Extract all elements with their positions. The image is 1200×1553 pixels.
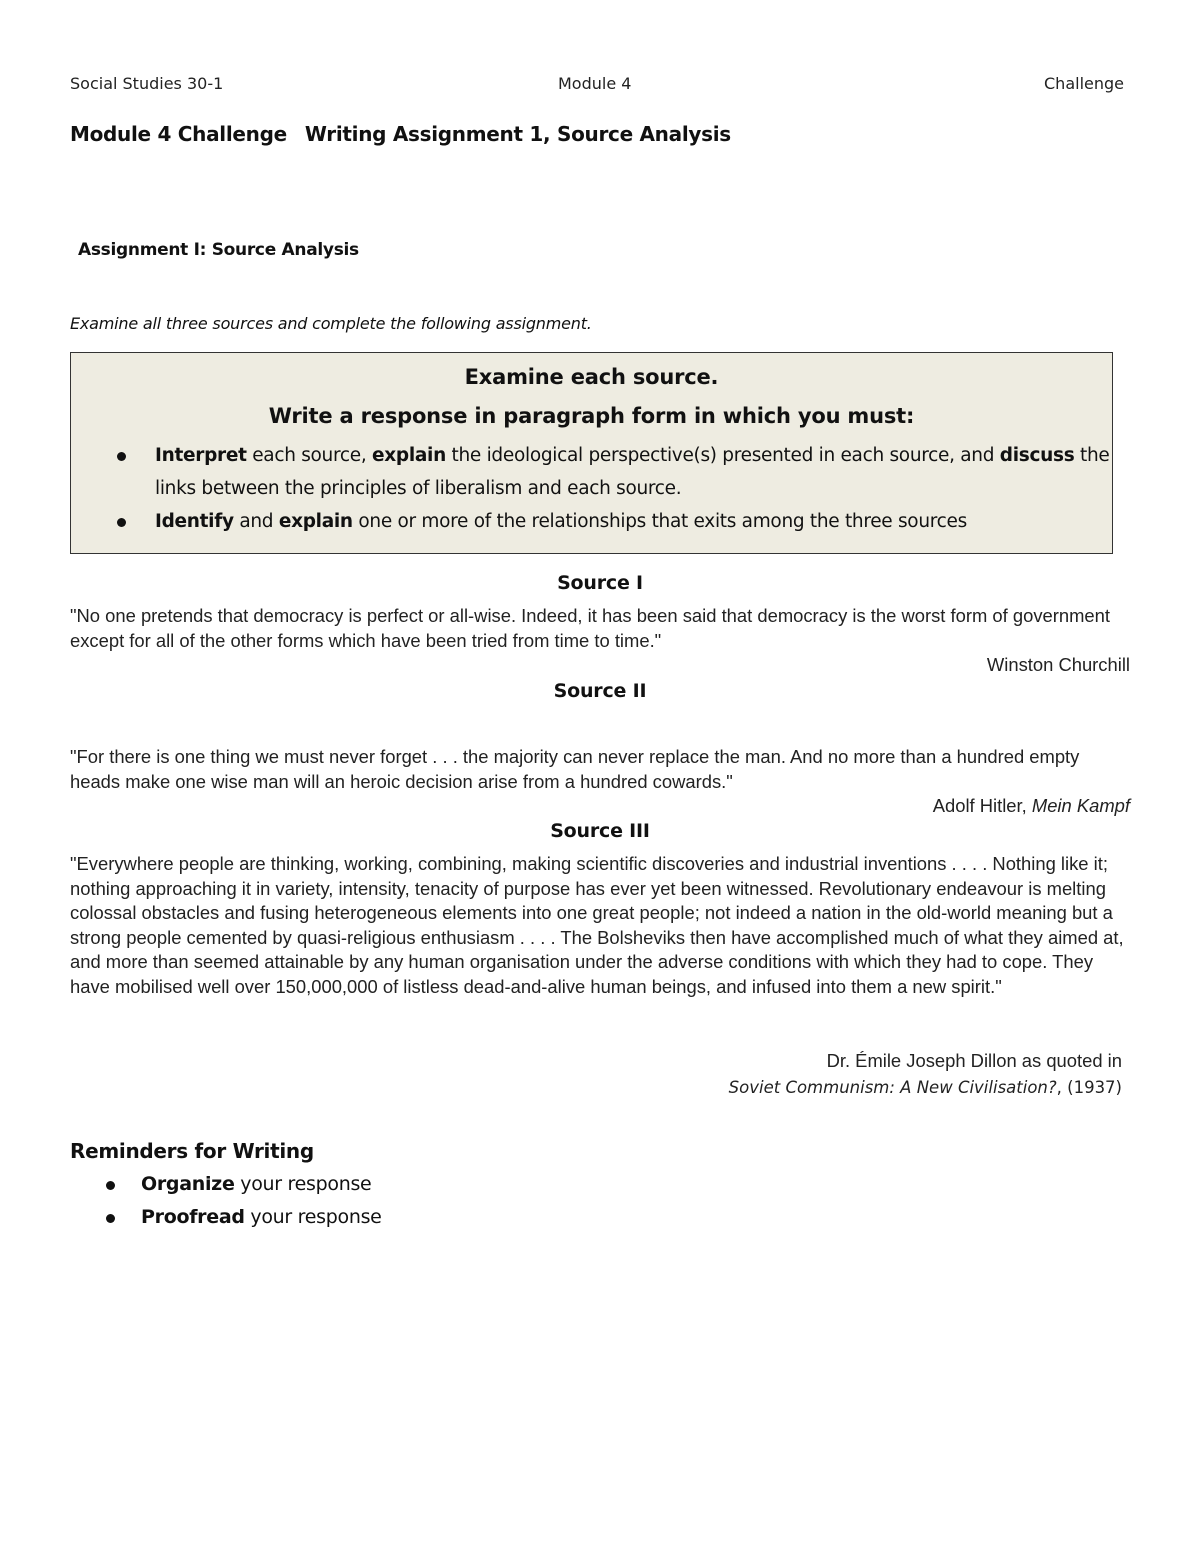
reminder-text: your response: [244, 1206, 382, 1228]
reminder-keyword: Proofread: [141, 1206, 245, 1228]
task-heading: Examine each source.: [464, 365, 719, 389]
source-heading: Source I: [557, 572, 643, 594]
attribution-author: Adolf Hitler,: [932, 795, 1032, 816]
source-quote: "For there is one thing we must never forget . . . the majority can never replace the man. And no more than a hundred empty heads make one wise man will an heroic decision arise from a hundred cowards.": [70, 746, 1080, 792]
bullet-icon: [106, 1214, 115, 1223]
instruction-text: Examine all three sources and complete the following assignment.: [70, 314, 592, 333]
assignment-heading: Assignment I: Source Analysis: [78, 240, 359, 260]
task-text: the links between the principles of liberalism and each source.: [155, 445, 1110, 499]
reminder-keyword: Organize: [141, 1173, 235, 1195]
document-title: [70, 122, 731, 146]
task-text: one or more of the relationships that exits among the three sources: [352, 511, 967, 532]
citation-work: Soviet Communism: A New Civilisation?: [728, 1078, 1057, 1097]
task-item: [71, 505, 1115, 538]
task-keyword: discuss: [999, 445, 1075, 466]
reminder-item: [70, 1168, 382, 1201]
task-text: the ideological perspective(s) presented in each source, and: [445, 445, 1000, 466]
task-keyword: Interpret: [155, 445, 247, 466]
source-quote: "Everywhere people are thinking, working, combining, making scientific discoveries and industrial inventions . . . . Nothing like it; nothing approaching it in variety, intensity, tenacity of purpose has ever yet been witnessed. Revolutionary endeavour is melting colossal obstacles and fusing heterogeneous elements into one great people; not indeed a nation in the old-world meaning but a strong people cemented by quasi-religious enthusiasm . . . . The Bolsheviks then have accomplished much of what they aimed at, and more than seemed attainable by any human organisation under the adverse conditions with which they had to cope. They have mobilised well over 150,000,000 of listless dead-and-alive human beings, and infused into them a new spirit.": [70, 853, 1124, 997]
citation-year: , (1937): [1056, 1078, 1122, 1097]
title-module: Module 4 Challenge: [70, 122, 287, 146]
header-module: Module 4: [558, 74, 632, 93]
reminders-list: [70, 1168, 382, 1234]
source-citation: [729, 1078, 1122, 1097]
reminders-title: Reminders for Writing: [70, 1139, 314, 1163]
title-assignment: Writing Assignment 1, Source Analysis: [304, 122, 731, 146]
header-section: Challenge: [1044, 74, 1124, 93]
header-course: Social Studies 30-1: [70, 74, 224, 93]
attribution-work: Mein Kampf: [1031, 795, 1130, 816]
task-keyword: explain: [372, 445, 446, 466]
source-heading: Source III: [550, 820, 650, 842]
source-attribution: [933, 795, 1130, 817]
bullet-icon: [106, 1181, 115, 1190]
reminder-item: [70, 1201, 382, 1234]
reminder-text: your response: [234, 1173, 372, 1195]
source-attribution: Dr. Émile Joseph Dillon as quoted in: [826, 1050, 1122, 1071]
task-text: and: [233, 511, 279, 532]
task-box: [70, 352, 1113, 554]
task-list: [71, 439, 1115, 538]
task-subheading: Write a response in paragraph form in which you must:: [268, 404, 915, 428]
task-keyword: explain: [278, 511, 353, 532]
task-text: each source,: [246, 445, 372, 466]
source-heading: Source II: [553, 680, 647, 702]
bullet-icon: [117, 452, 126, 461]
task-keyword: Identify: [155, 511, 234, 532]
source-attribution: Winston Churchill: [986, 654, 1130, 675]
task-item: [71, 439, 1115, 505]
bullet-icon: [117, 518, 126, 527]
source-quote: "No one pretends that democracy is perfect or all-wise. Indeed, it has been said that democracy is the worst form of government except for all of the other forms which have been tried from time to time.": [70, 605, 1110, 651]
